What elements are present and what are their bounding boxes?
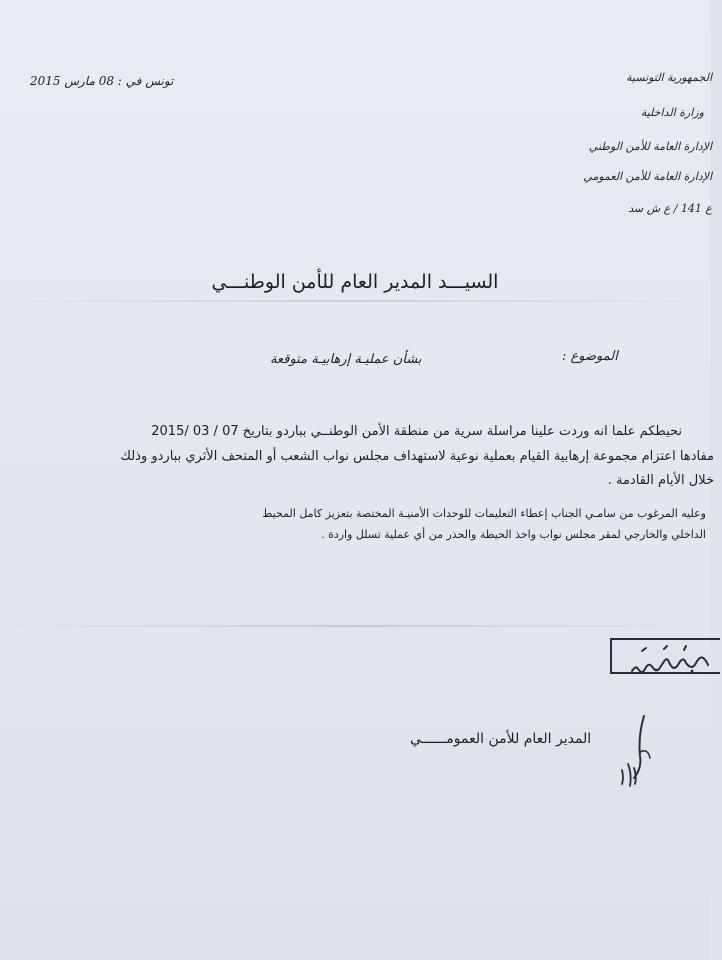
header-directorate-public: الإدارة العامة للأمن العمومي [583,170,712,183]
classification-stamp [610,638,720,674]
subject-value: بشأن عمليـة إرهابيـة متوقعة [270,352,422,367]
stamp-lettering [612,640,722,676]
body-para2-line-1: وعليه المرغوب من سامـي الجناب إعطاء التعليمات للوحدات الأمنيـة المختصة بتعزيز كامل المحيط [262,507,706,520]
body-line-2: مفادها اعتزام مجموعة إرهابية القيام بعملية نوعية لاستهداف مجلس نواب الشعب أو المتحف الأثري بباردو وذلك [120,449,714,464]
handwritten-signature [610,712,660,792]
subject-label: الموضوع : [562,349,618,364]
date-line: تونس في : 08 مارس 2015 [30,74,174,88]
signer-title: المدير العام للأمن العمومــــــي [410,731,592,747]
body-para2-line-2: الداخلي والخارجي لمقر مجلس نواب واخذ الحيطة والحذر من أي عملية تسلل واردة . [321,528,706,541]
paper-fold-line [0,625,710,627]
body-line-3: خلال الأيام القادمة . [607,473,714,488]
header-directorate-national: الإدارة العامة للأمن الوطني [588,140,712,153]
body-line-1: نحيطكم علما انه وردت علينا مراسلة سرية من منطقة الأمن الوطنــي بباردو بتاريخ 07 / 03 /2015 [151,424,682,439]
paper-fold-line [0,300,710,302]
header-reference: ع 141 / ع ش سد [628,202,712,215]
addressee-title: السيـــد المدير العام للأمن الوطنـــي [211,271,499,293]
header-republic: الجمهورية التونسية [626,71,712,84]
header-ministry: وزارة الداخلية [640,106,704,119]
